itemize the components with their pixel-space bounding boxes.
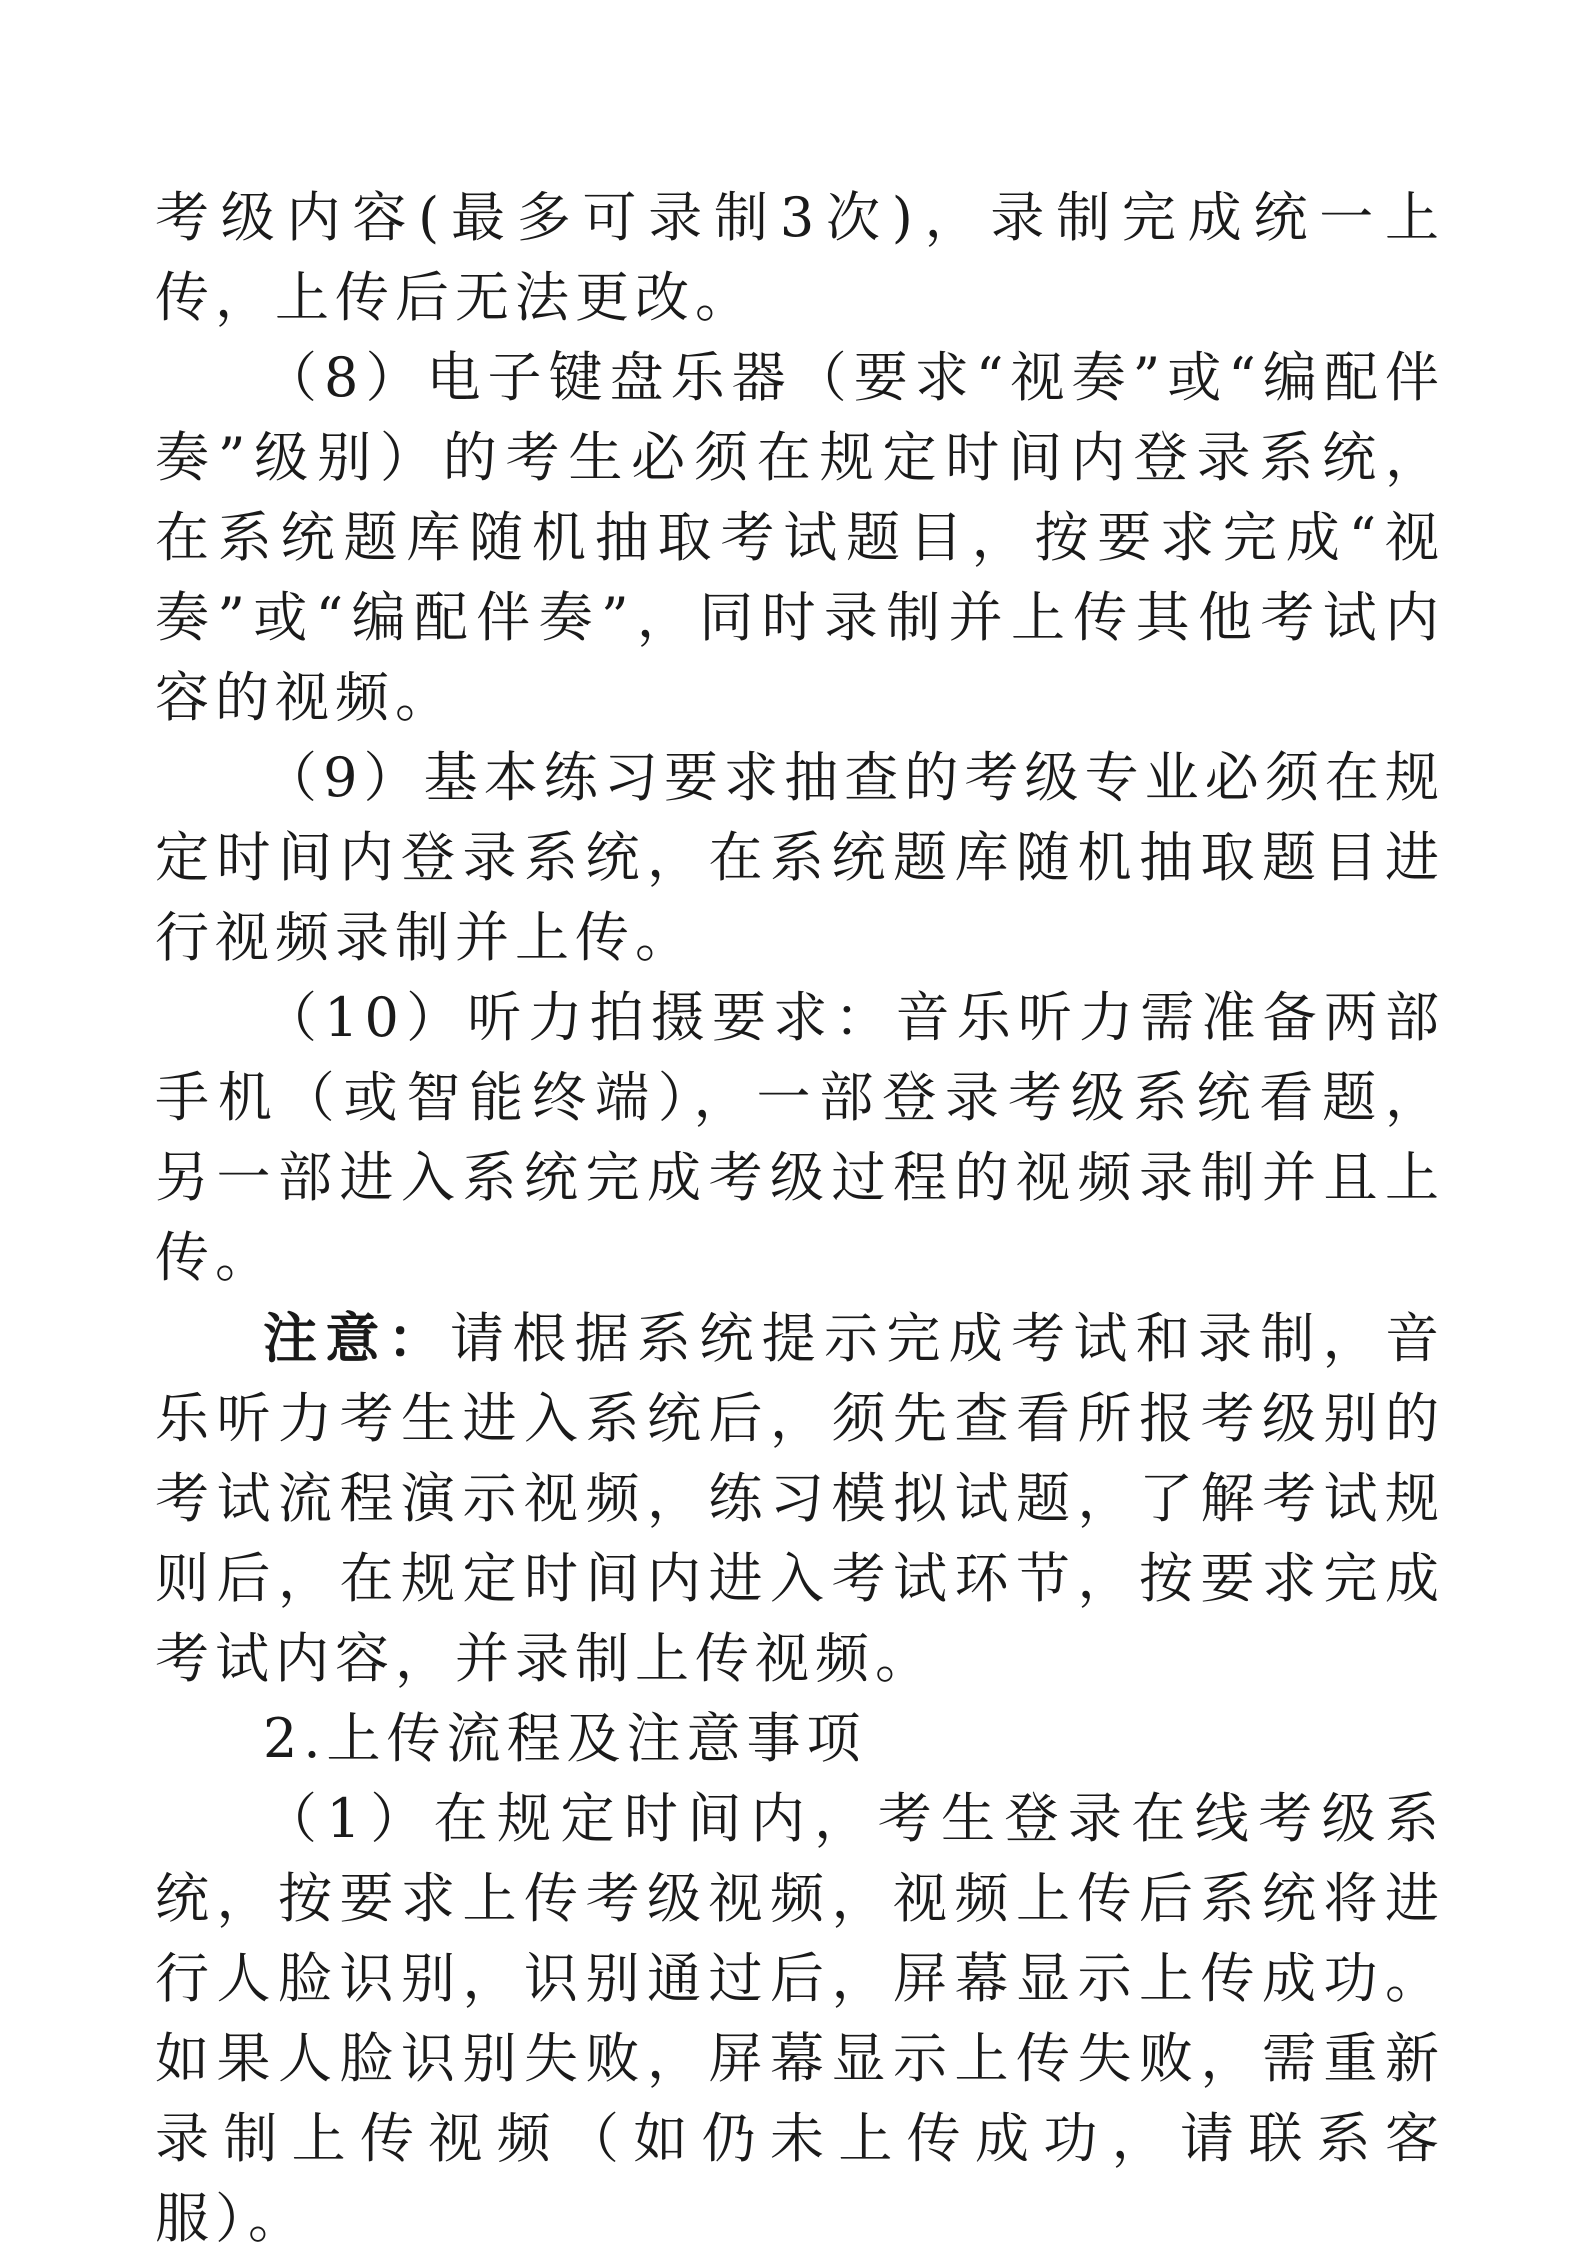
paragraph-upload-item-1: （1）在规定时间内，考生登录在线考级系统，按要求上传考级视频，视频上传后系统将进行人脸识别，识别通过后，屏幕显示上传成功。如果人脸识别失败，屏幕显示上传失败，需重新录制上传视频（如仍未上传成功，请联系客服）。 bbox=[155, 1787, 1445, 2250]
paragraph-item-10-listening: （10）听力拍摄要求：音乐听力需准备两部手机（或智能终端），一部登录考级系统看题，另一部进入系统完成考级过程的视频录制并且上传。 bbox=[155, 986, 1445, 1289]
note-label: 注意： bbox=[263, 1306, 450, 1370]
section-heading-upload: 2.上传流程及注意事项 bbox=[263, 1707, 867, 1770]
paragraph-note bbox=[155, 1298, 1445, 1699]
document-page bbox=[155, 178, 1445, 2259]
paragraph-item-9-basic-practice: （9）基本练习要求抽查的考级专业必须在规定时间内登录系统，在系统题库随机抽取题目进行视频录制并上传。 bbox=[155, 746, 1445, 969]
paragraph-item-8-keyboard: （8）电子键盘乐器（要求“视奏”或“编配伴奏”级别）的考生必须在规定时间内登录系统，在系统题库随机抽取考试题目，按要求完成“视奏”或“编配伴奏”，同时录制并上传其他考试内容的视频。 bbox=[155, 346, 1445, 729]
paragraph-recording-limit: 考级内容(最多可录制3次)，录制完成统一上传，上传后无法更改。 bbox=[155, 186, 1445, 329]
note-text: 请根据系统提示完成考试和录制，音乐听力考生进入系统后，须先查看所报考级别的考试流程演示视频，练习模拟试题，了解考试规则后，在规定时间内进入考试环节，按要求完成考试内容，并录制上传视频。 bbox=[155, 1307, 1445, 1690]
